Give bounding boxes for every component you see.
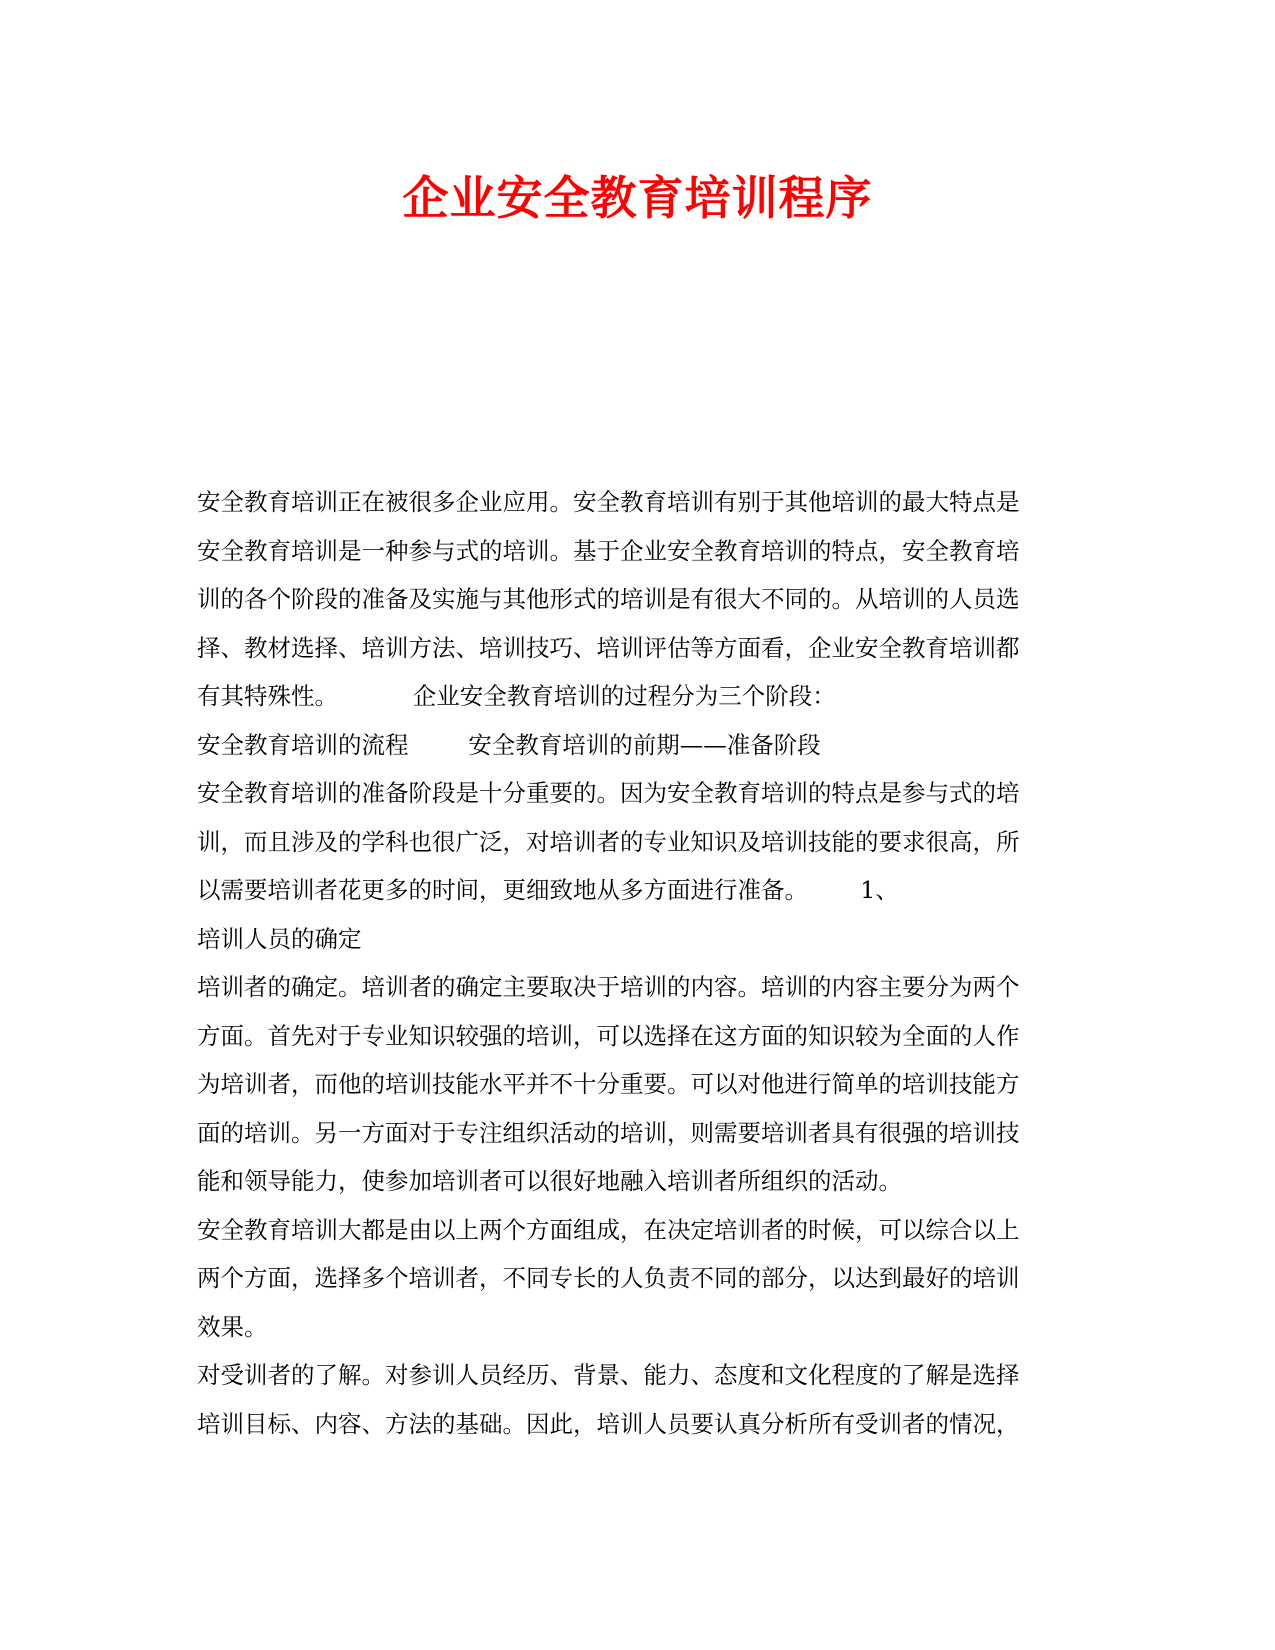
body-line: 为培训者，而他的培训技能水平并不十分重要。可以对他进行简单的培训技能方 — [197, 1070, 1020, 1098]
body-line: 以需要培训者花更多的时间，更细致地从多方面进行准备。 1、 — [197, 876, 899, 904]
body-line: 择、教材选择、培训方法、培训技巧、培训评估等方面看，企业安全教育培训都 — [197, 633, 1020, 662]
body-line: 训的各个阶段的准备及实施与其他形式的培训是有很大不同的。从培训的人员选 — [197, 585, 1020, 613]
body-line: 方面。首先对于专业知识较强的培训，可以选择在这方面的知识较为全面的人作 — [197, 1021, 1020, 1050]
body-line: 安全教育培训正在被很多企业应用。安全教育培训有别于其他培训的最大特点是 — [197, 488, 1020, 516]
body-line: 安全教育培训是一种参与式的培训。基于企业安全教育培训的特点，安全教育培 — [197, 536, 1020, 565]
body-line: 有其特殊性。 企业安全教育培训的过程分为三个阶段： — [197, 682, 836, 710]
body-line: 面的培训。另一方面对于专注组织活动的培训，则需要培训者具有很强的培训技 — [197, 1118, 1020, 1147]
body-line: 对受训者的了解。对参训人员经历、背景、能力、态度和文化程度的了解是选择 — [197, 1361, 1020, 1389]
body-line: 培训目标、内容、方法的基础。因此，培训人员要认真分析所有受训者的情况， — [197, 1409, 1020, 1438]
body-line: 安全教育培训的准备阶段是十分重要的。因为安全教育培训的特点是参与式的培 — [197, 779, 1020, 807]
body-line: 培训者的确定。培训者的确定主要取决于培训的内容。培训的内容主要分为两个 — [197, 973, 1020, 1001]
document-body — [197, 478, 1077, 1448]
body-line: 培训人员的确定 — [197, 924, 362, 953]
page-title: 企业安全教育培训程序 — [402, 171, 873, 225]
body-line: 安全教育培训的流程 安全教育培训的前期——准备阶段 — [197, 730, 821, 759]
body-line: 安全教育培训大都是由以上两个方面组成，在决定培训者的时候，可以综合以上 — [197, 1215, 1020, 1244]
body-line: 两个方面，选择多个培训者，不同专长的人负责不同的部分，以达到最好的培训 — [197, 1264, 1020, 1292]
body-line: 能和领导能力，使参加培训者可以很好地融入培训者所组织的活动。 — [197, 1167, 902, 1195]
body-line: 效果。 — [197, 1312, 268, 1341]
body-line: 训，而且涉及的学科也很广泛，对培训者的专业知识及培训技能的要求很高，所 — [197, 827, 1020, 856]
